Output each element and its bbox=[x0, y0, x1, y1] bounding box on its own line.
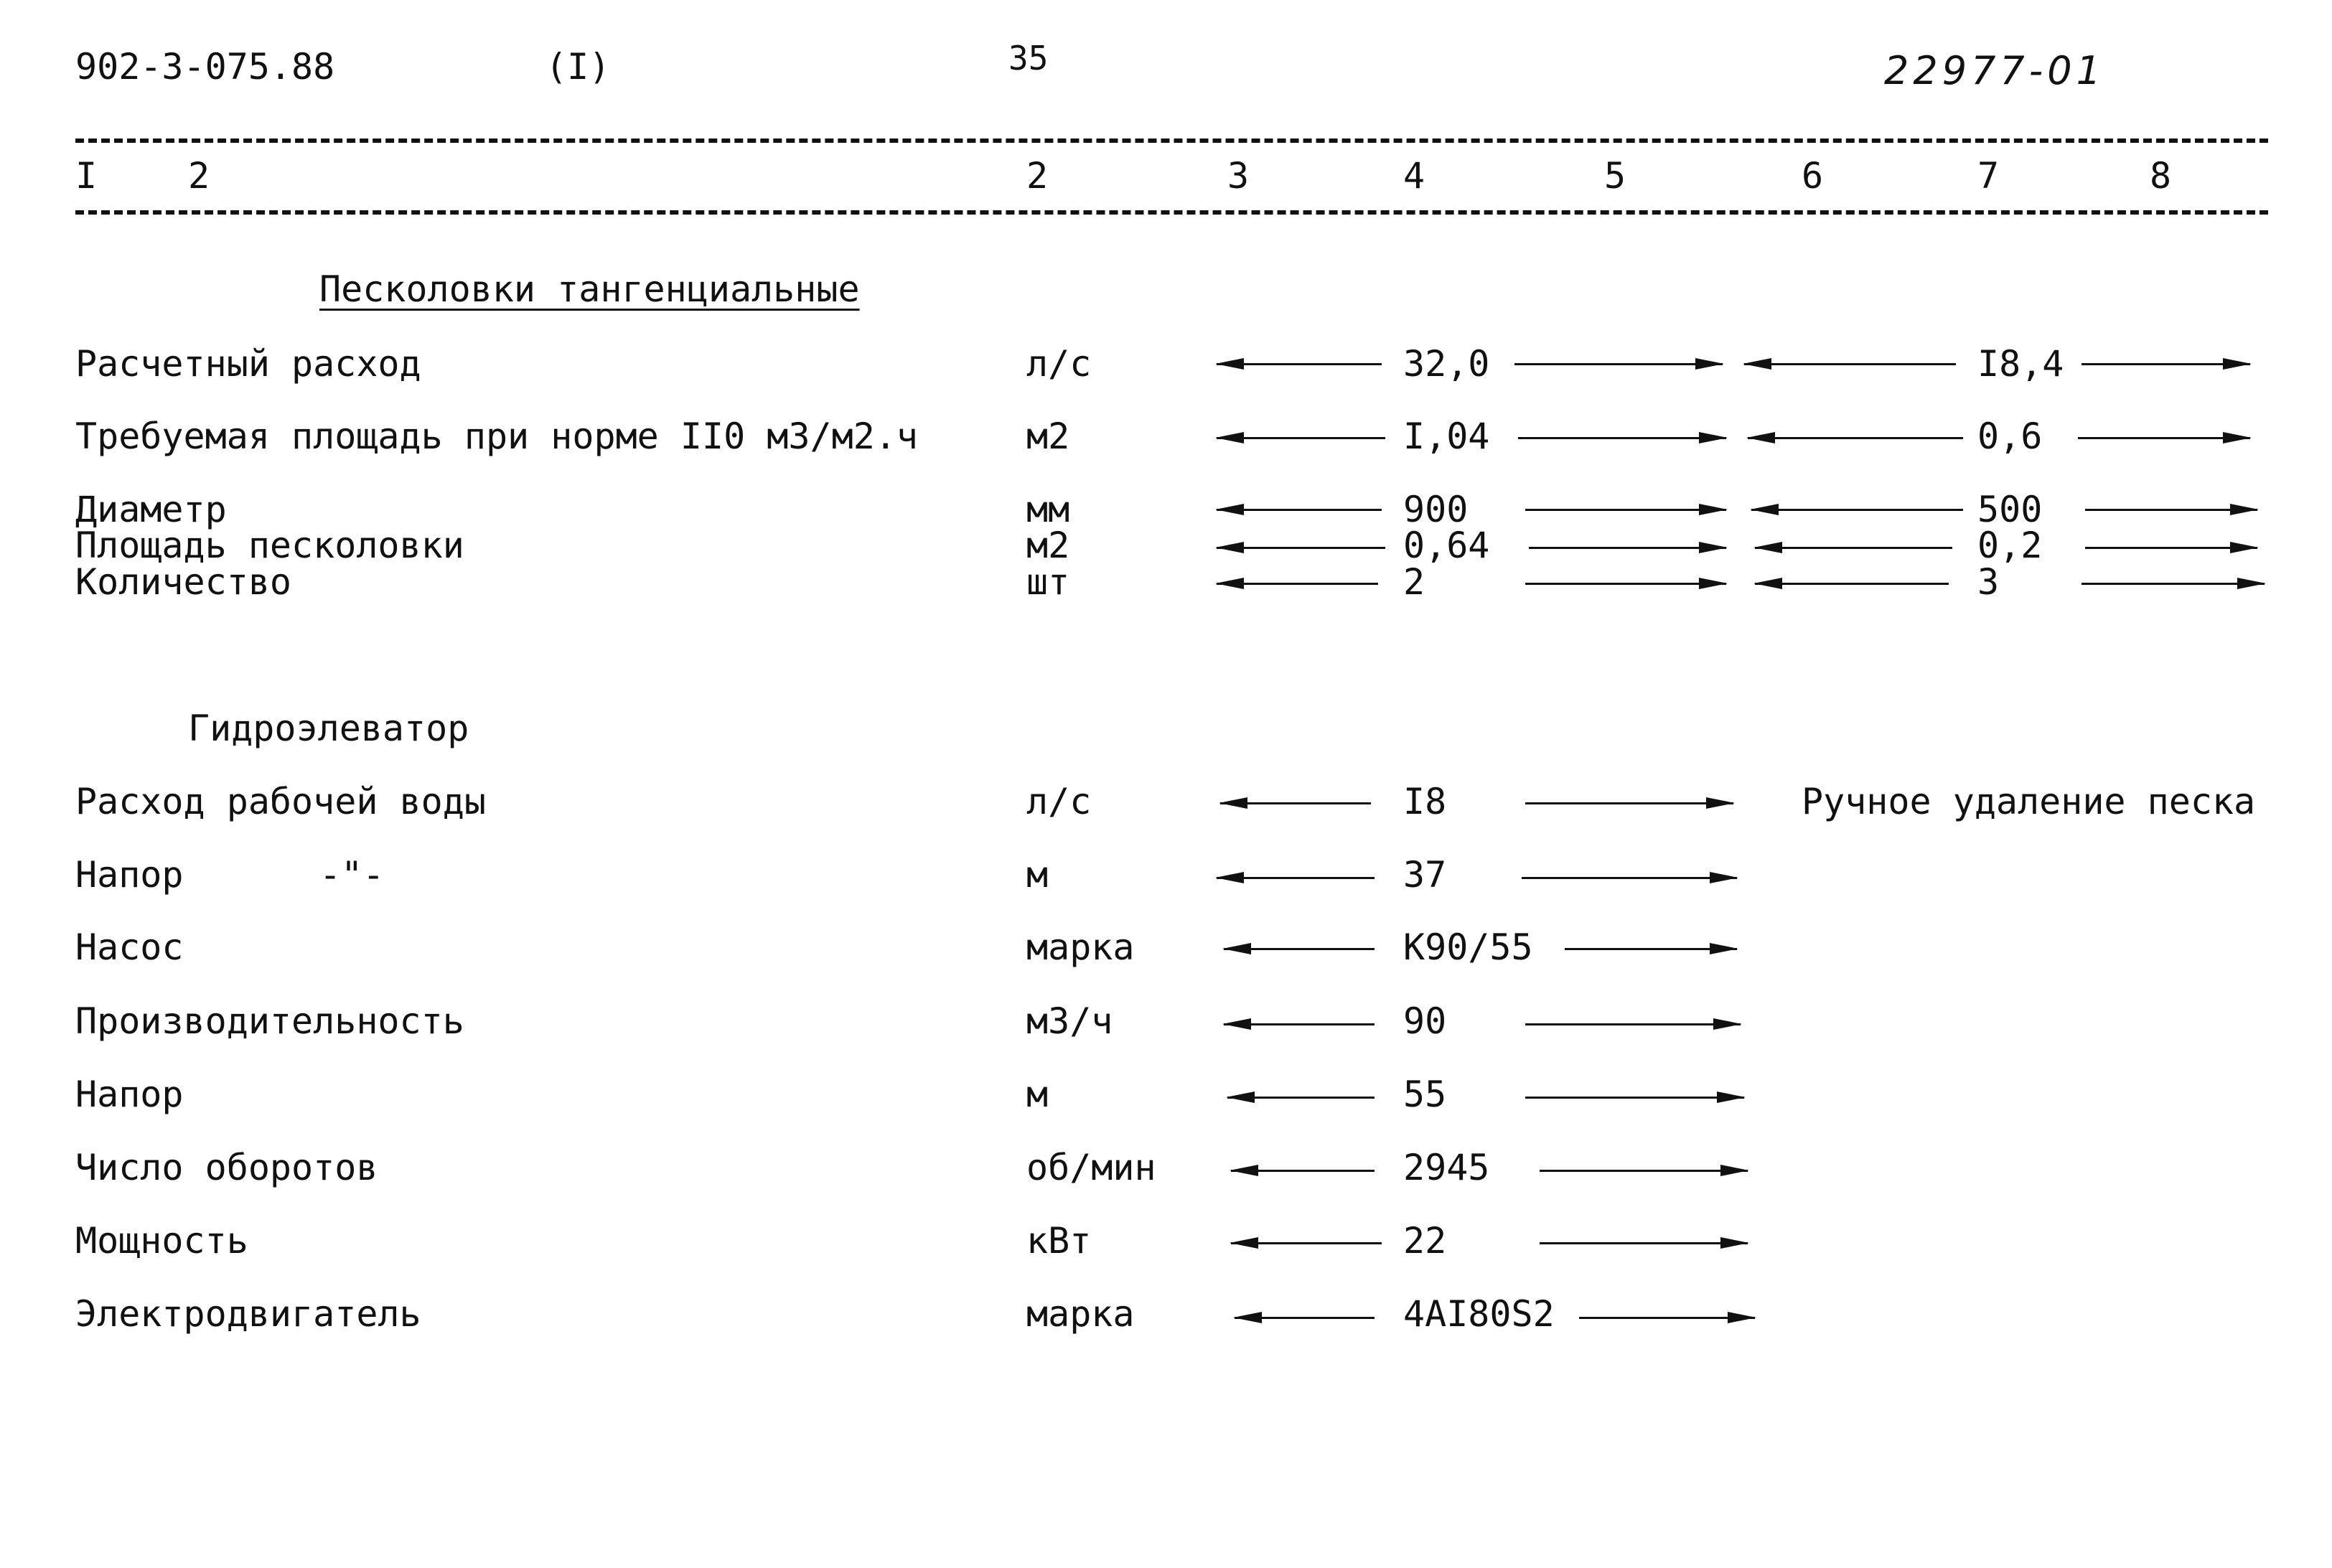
range-arrow-right bbox=[1525, 1023, 1741, 1025]
range-arrow-right bbox=[2078, 437, 2250, 439]
doc-part: (I) bbox=[545, 46, 611, 88]
row-value-a: 32,0 bbox=[1403, 343, 1490, 385]
row-label: Мощность bbox=[75, 1220, 248, 1262]
row-unit: л/с bbox=[1026, 343, 1092, 385]
range-arrow-left bbox=[1217, 437, 1385, 439]
row-unit: м2 bbox=[1026, 416, 1070, 457]
column-header-rule-bottom bbox=[75, 210, 2268, 215]
doc-code: 902-3-075.88 bbox=[75, 46, 335, 88]
row-unit: мм bbox=[1026, 489, 1070, 530]
range-arrow-left bbox=[1217, 363, 1382, 365]
row-unit: об/мин bbox=[1026, 1147, 1156, 1188]
row-label: Насос bbox=[75, 926, 184, 968]
range-arrow-left bbox=[1235, 1317, 1375, 1319]
range-arrow-right bbox=[1540, 1170, 1748, 1172]
row-value-b: 3 bbox=[1977, 561, 2000, 603]
row-value: 2945 bbox=[1403, 1147, 1490, 1188]
row-label: Расчетный расход bbox=[75, 343, 421, 385]
row-value-a: I,04 bbox=[1403, 416, 1490, 457]
row-label: Площадь песколовки bbox=[75, 525, 464, 566]
row-unit: м2 bbox=[1026, 525, 1070, 566]
row-value-a: 0,64 bbox=[1403, 525, 1490, 566]
column-header-rule-top bbox=[75, 139, 2268, 143]
column-number: 4 bbox=[1403, 155, 1425, 197]
range-arrow-left bbox=[1231, 1170, 1375, 1172]
row-value: К90/55 bbox=[1403, 926, 1533, 968]
row-value-b: I8,4 bbox=[1977, 343, 2064, 385]
column-number: 3 bbox=[1227, 155, 1250, 197]
row-label: Напор bbox=[75, 854, 184, 896]
ditto-mark: -"- bbox=[319, 854, 385, 896]
row-unit: м bbox=[1026, 1074, 1049, 1115]
row-unit: марка bbox=[1026, 1293, 1135, 1335]
sand-removal-note: Ручное удаление песка bbox=[1802, 781, 2256, 822]
range-arrow-right bbox=[1525, 1097, 1744, 1099]
row-label: Расход рабочей воды bbox=[75, 781, 486, 822]
range-arrow-left bbox=[1217, 877, 1375, 879]
range-arrow-right bbox=[1565, 948, 1737, 950]
range-arrow-left bbox=[1751, 509, 1963, 511]
column-number: 2 bbox=[1026, 155, 1049, 197]
range-arrow-right bbox=[2082, 583, 2265, 585]
row-value: 90 bbox=[1403, 1000, 1447, 1042]
range-arrow-right bbox=[1579, 1317, 1755, 1319]
row-value: I8 bbox=[1403, 781, 1447, 822]
range-arrow-right bbox=[1525, 583, 1726, 585]
row-value: 37 bbox=[1403, 854, 1447, 896]
row-unit: м3/ч bbox=[1026, 1000, 1113, 1042]
range-arrow-left bbox=[1744, 363, 1956, 365]
range-arrow-left bbox=[1755, 583, 1949, 585]
row-unit: м bbox=[1026, 854, 1049, 896]
row-label: Электродвигатель bbox=[75, 1293, 421, 1335]
range-arrow-left bbox=[1231, 1242, 1382, 1244]
row-value: 4AI80S2 bbox=[1403, 1293, 1555, 1335]
range-arrow-right bbox=[1525, 802, 1733, 804]
column-number: 2 bbox=[188, 155, 210, 197]
range-arrow-right bbox=[1525, 509, 1726, 511]
column-number: I bbox=[75, 155, 98, 197]
range-arrow-left bbox=[1217, 509, 1382, 511]
section-title-sand-traps: Песколовки тангенциальные bbox=[319, 268, 860, 310]
range-arrow-left bbox=[1755, 547, 1952, 549]
range-arrow-left bbox=[1748, 437, 1963, 439]
range-arrow-right bbox=[2082, 363, 2250, 365]
range-arrow-left bbox=[1224, 948, 1375, 950]
row-value-b: 0,2 bbox=[1977, 525, 2043, 566]
row-value-a: 2 bbox=[1403, 561, 1425, 603]
column-number: 7 bbox=[1977, 155, 2000, 197]
range-arrow-left bbox=[1217, 547, 1385, 549]
range-arrow-right bbox=[2085, 509, 2257, 511]
row-label: Диаметр bbox=[75, 489, 227, 530]
range-arrow-right bbox=[2085, 547, 2257, 549]
range-arrow-right bbox=[1540, 1242, 1748, 1244]
section-title-hydroelevator: Гидроэлеватор bbox=[188, 708, 469, 749]
row-value-b: 500 bbox=[1977, 489, 2043, 530]
row-label: Число оборотов bbox=[75, 1147, 378, 1188]
column-number: 8 bbox=[2150, 155, 2172, 197]
column-number: 6 bbox=[1802, 155, 1824, 197]
column-number: 5 bbox=[1604, 155, 1626, 197]
row-label: Количество bbox=[75, 561, 292, 603]
range-arrow-right bbox=[1514, 363, 1723, 365]
row-label: Требуемая площадь при норме II0 м3/м2.ч bbox=[75, 416, 918, 457]
range-arrow-right bbox=[1518, 437, 1726, 439]
range-arrow-right bbox=[1522, 877, 1737, 879]
row-unit: л/с bbox=[1026, 781, 1092, 822]
range-arrow-left bbox=[1217, 583, 1378, 585]
inventory-number: 22977-01 bbox=[1884, 48, 2105, 93]
row-unit: кВт bbox=[1026, 1220, 1092, 1262]
row-value: 22 bbox=[1403, 1220, 1447, 1262]
row-value-a: 900 bbox=[1403, 489, 1469, 530]
row-label: Напор bbox=[75, 1074, 184, 1115]
row-unit: марка bbox=[1026, 926, 1135, 968]
range-arrow-right bbox=[1529, 547, 1726, 549]
range-arrow-left bbox=[1227, 1097, 1375, 1099]
row-label: Производительность bbox=[75, 1000, 464, 1042]
row-value: 55 bbox=[1403, 1074, 1447, 1115]
range-arrow-left bbox=[1220, 802, 1371, 804]
row-unit: шт bbox=[1026, 561, 1070, 603]
range-arrow-left bbox=[1224, 1023, 1375, 1025]
page-number: 35 bbox=[1008, 39, 1049, 78]
row-value-b: 0,6 bbox=[1977, 416, 2043, 457]
